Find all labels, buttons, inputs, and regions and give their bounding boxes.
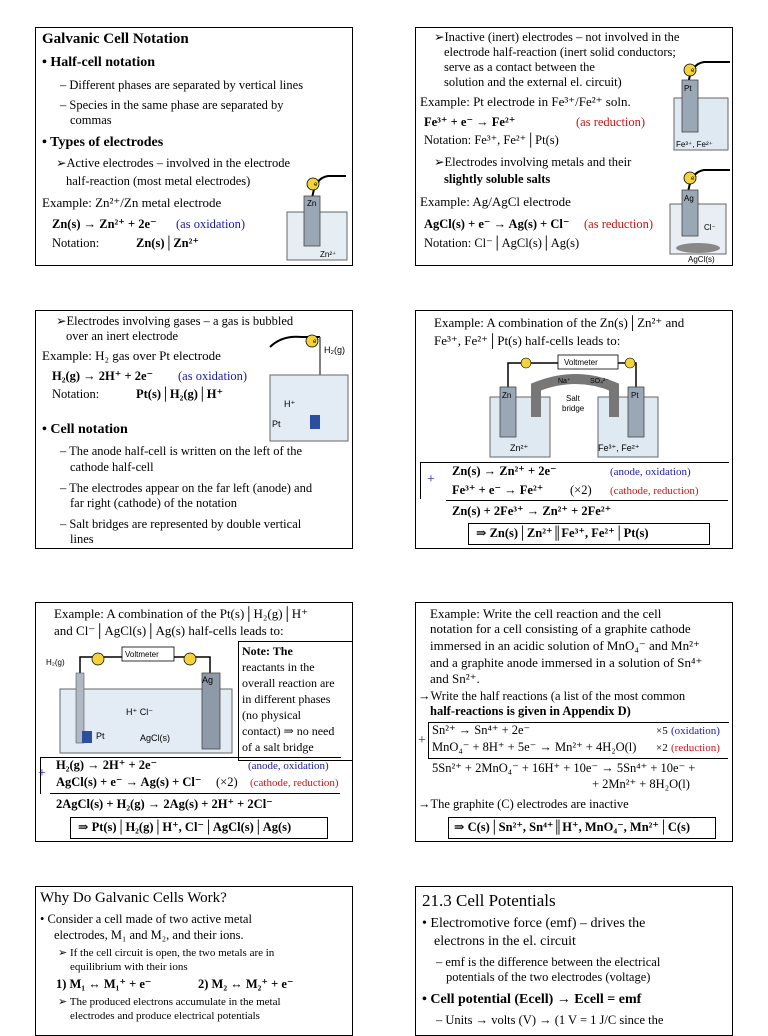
reaction-note: (as oxidation) — [176, 217, 246, 231]
text-line: over an inert electrode — [66, 329, 179, 343]
text-line: half-reactions is given in Appendix D) — [430, 704, 631, 718]
note-line: (no physical — [242, 708, 301, 722]
voltmeter-label: Voltmeter — [125, 650, 159, 659]
ion-label: H⁺ Cl⁻ — [126, 707, 153, 717]
example-line: Example: Ag/AgCl electrode — [420, 194, 571, 209]
slide-zn-fe-cell-example — [415, 310, 733, 549]
ion-label: Zn²⁺ — [510, 443, 529, 453]
reaction-note: (as oxidation) — [178, 369, 248, 383]
voltmeter-label: Voltmeter — [564, 358, 598, 367]
slide-title: Galvanic Cell Notation — [42, 31, 189, 47]
example-line: Example: Zn²⁺/Zn metal electrode — [42, 195, 222, 210]
divider — [446, 500, 728, 501]
divider — [428, 758, 728, 759]
slide-why-galvanic-cells-work — [35, 886, 353, 1036]
text-line: slightly soluble salts — [444, 172, 551, 186]
pt-label: Pt — [631, 391, 639, 400]
text-line: and Cl⁻│AgCl(s)│Ag(s) half-cells leads to: — [54, 623, 284, 638]
reaction-note: (oxidation) — [671, 725, 720, 737]
zn-pt-galvanic-cell-figure — [486, 351, 666, 461]
plus-sign: + — [427, 472, 435, 487]
reaction: Zn(s) → Zn²⁺ + 2e⁻ — [52, 217, 157, 231]
slide-galvanic-cell-notation — [35, 27, 353, 266]
plus-sign: + — [418, 733, 426, 748]
text-line: • Consider a cell made of two active metal — [40, 912, 252, 926]
slide-h2-agcl-cell-example — [35, 602, 353, 842]
overall-reaction-cont: + 2Mn²⁺ + 8H₂O(l) — [592, 777, 690, 791]
reaction-note: (as reduction) — [576, 115, 646, 129]
note-line: overall reaction are — [242, 676, 335, 690]
text-line: • Electromotive force (emf) – drives the — [422, 916, 646, 931]
notation: Zn(s)│Zn²⁺ — [136, 236, 199, 250]
note-line: of a salt bridge — [242, 740, 314, 754]
overall-reaction: Zn(s) + 2Fe³⁺ → Zn²⁺ + 2Fe²⁺ — [452, 504, 612, 518]
text-line: electrons in the el. circuit — [434, 934, 576, 949]
slide-title: 21.3 Cell Potentials — [422, 891, 556, 910]
equilibrium-2: 2) M₂ ↔ M₂⁺ + e⁻ — [198, 977, 294, 991]
reaction-note: (as reduction) — [584, 217, 654, 231]
text-line: – The anode half-cell is written on the left of the — [60, 444, 303, 458]
gas-label: H₂(g) — [324, 345, 345, 355]
multiplier: (×2) — [216, 775, 238, 789]
text-line: →Write the half reactions (a list of the most common — [418, 689, 686, 703]
note-line: contact) ⇒ no need — [242, 724, 335, 738]
bullet-cell-notation: • Cell notation — [42, 422, 128, 437]
text-line: ➢ If the cell circuit is open, the two metals are in — [58, 947, 275, 959]
note-line: Note: The — [242, 644, 293, 658]
ag-label: Ag — [202, 675, 214, 685]
electron-label: e⁻ — [313, 339, 320, 345]
notation-label: Notation: — [52, 236, 100, 250]
text-line: and a graphite anode immersed in a solution of Sn⁴⁺ — [430, 655, 703, 670]
slide-cell-potentials — [415, 886, 733, 1036]
text-line: serve as a contact between the — [444, 60, 595, 74]
gas-label: H₂(g) — [46, 658, 65, 667]
cell-notation: ⇒ C(s)│Sn²⁺, Sn⁴⁺║H⁺, MnO₄⁻, Mn²⁺│C(s) — [454, 820, 691, 834]
electron-label: e⁻ — [691, 68, 698, 74]
reaction-note: (anode, oxidation) — [610, 466, 691, 478]
ion-label: Fe³⁺, Fe²⁺ — [676, 140, 713, 149]
ion-label: H⁺ — [284, 399, 296, 409]
text-line: – Different phases are separated by vertical lines — [60, 78, 304, 92]
text-line: electrode half-reaction (inert solid conductors; — [444, 45, 676, 59]
text-line: lines — [70, 532, 94, 546]
reaction: H₂(g) → 2H⁺ + 2e⁻ — [52, 369, 154, 383]
text-line: and Sn²⁺. — [430, 671, 480, 686]
cell-notation: ⇒ Zn(s)│Zn²⁺║Fe³⁺, Fe²⁺│Pt(s) — [476, 526, 649, 540]
text-line: immersed in an acidic solution of MnO₄⁻ and Mn²⁺ — [430, 638, 700, 653]
electrode-label: Pt — [684, 84, 692, 93]
example-line: Example: H₂ gas over Pt electrode — [42, 348, 221, 363]
ion-label: Cl⁻ — [704, 223, 716, 232]
multiplier: ×2 — [656, 742, 668, 754]
anion-label: SO₄²⁻ — [590, 378, 609, 385]
text-line: notation for a cell consisting of a graphite cathode — [430, 621, 691, 636]
h2-agcl-cell-figure — [40, 639, 236, 757]
text-line: commas — [70, 113, 112, 127]
reaction: MnO₄⁻ + 8H⁺ + 5e⁻ → Mn²⁺ + 4H₂O(l) — [432, 740, 637, 754]
salt-label: AgCl(s) — [688, 255, 715, 264]
pt-electrode-figure — [670, 58, 732, 156]
salt-bridge-label: bridge — [562, 404, 585, 413]
equilibrium-1: 1) M₁ ↔ M₁⁺ + e⁻ — [56, 977, 152, 991]
plus-sign: + — [38, 766, 46, 781]
text-line: – The electrodes appear on the far left (anode) and — [60, 481, 313, 495]
reaction: Zn(s) → Zn²⁺ + 2e⁻ — [452, 464, 557, 478]
reaction-note: (cathode, reduction) — [250, 777, 339, 789]
reaction: Fe³⁺ + e⁻ → Fe²⁺ — [452, 483, 544, 497]
text-line: Fe³⁺, Fe²⁺│Pt(s) half-cells leads to: — [434, 333, 621, 348]
pt-label: Pt — [96, 731, 105, 741]
overall-reaction: 2AgCl(s) + H₂(g) → 2Ag(s) + 2H⁺ + 2Cl⁻ — [56, 797, 273, 811]
electrode-label: Ag — [684, 194, 694, 203]
electrode-label: Zn — [307, 199, 317, 208]
text-line: • Cell potential (Ecell) → Ecell = emf — [422, 992, 642, 1007]
reaction-note: (reduction) — [671, 742, 720, 754]
text-line: – Units → volts (V) → (1 V = 1 J/C since the — [436, 1013, 664, 1027]
multiplier: ×5 — [656, 725, 668, 737]
salt-label: AgCl(s) — [140, 733, 171, 743]
cation-label: Na⁺ — [558, 378, 571, 385]
text-line: electrodes, M₁ and M₂, and their ions. — [54, 928, 244, 942]
notation-label: Notation: — [52, 387, 100, 401]
text-line: ➢Electrodes involving metals and their — [434, 155, 632, 169]
text-line: ➢Active electrodes – involved in the electrode — [56, 156, 290, 170]
reaction: Fe³⁺ + e⁻ → Fe²⁺ — [424, 115, 516, 129]
reaction: AgCl(s) + e⁻ → Ag(s) + Cl⁻ — [56, 775, 202, 789]
ion-label: Fe³⁺, Fe²⁺ — [598, 443, 640, 453]
electrode-label: Pt — [272, 419, 281, 429]
notation: Pt(s)│H₂(g)│H⁺ — [136, 387, 224, 401]
text-line: far right (cathode) of the notation — [70, 496, 237, 510]
text-line: potentials of the two electrodes (voltage) — [446, 970, 651, 984]
slide-graphite-cell-example — [415, 602, 733, 842]
salt-bridge-label: Salt — [566, 394, 580, 403]
h2-electrode-figure — [262, 327, 352, 445]
reaction-note: (cathode, reduction) — [610, 485, 699, 497]
zn-electrode-figure — [284, 170, 350, 264]
text-line: →The graphite (C) electrodes are inactive — [418, 797, 629, 811]
text-line: half-reaction (most metal electrodes) — [66, 174, 251, 188]
text-line: solution and the external el. circuit) — [444, 75, 622, 89]
slide-inactive-electrodes — [415, 27, 733, 266]
electron-label: e⁻ — [691, 176, 698, 182]
ag-agcl-electrode-figure — [666, 164, 732, 264]
text-line: Example: A combination of the Pt(s)│H₂(g)│H⁺ — [54, 606, 309, 621]
notation: Notation: Cl⁻│AgCl(s)│Ag(s) — [424, 236, 580, 250]
slide-title: Why Do Galvanic Cells Work? — [40, 890, 227, 906]
text-line: – Species in the same phase are separated by — [60, 98, 284, 112]
notation: Notation: Fe³⁺, Fe²⁺│Pt(s) — [424, 133, 559, 147]
multiplier: (×2) — [570, 483, 592, 497]
bullet-half-cell-notation: • Half-cell notation — [42, 55, 155, 70]
ion-label: Zn²⁺ — [320, 250, 337, 259]
zn-label: Zn — [502, 391, 512, 400]
text-line: – Salt bridges are represented by double vertical — [60, 517, 302, 531]
text-line: ➢Inactive (inert) electrodes – not involved in the — [434, 30, 680, 44]
text-line: electrodes and produce electrical potentials — [70, 1010, 260, 1022]
text-line: Example: A combination of the Zn(s)│Zn²⁺ and — [434, 315, 685, 330]
example-line: Example: Pt electrode in Fe³⁺/Fe²⁺ soln. — [420, 94, 631, 109]
text-line: Example: Write the cell reaction and the cell — [430, 606, 662, 621]
note-line: in different phases — [242, 692, 331, 706]
text-line: equilibrium with their ions — [70, 961, 188, 973]
text-line: ➢Electrodes involving gases – a gas is bubbled — [56, 314, 294, 328]
reaction: AgCl(s) + e⁻ → Ag(s) + Cl⁻ — [424, 217, 570, 231]
reaction: Sn²⁺ → Sn⁴⁺ + 2e⁻ — [432, 723, 531, 737]
reaction-note: (anode, oxidation) — [248, 760, 329, 772]
cell-notation: ⇒ Pt(s)│H₂(g)│H⁺, Cl⁻│AgCl(s)│Ag(s) — [78, 820, 292, 834]
text-line: ➢ The produced electrons accumulate in the metal — [58, 996, 281, 1008]
divider — [50, 793, 340, 794]
text-line: – emf is the difference between the electrical — [436, 955, 661, 969]
slide-gas-electrodes — [35, 310, 353, 549]
note-line: reactants in the — [242, 660, 315, 674]
bullet-types-of-electrodes: • Types of electrodes — [42, 135, 164, 150]
overall-reaction: 5Sn²⁺ + 2MnO₄⁻ + 16H⁺ + 10e⁻ → 5Sn⁴⁺ + 10e⁻ + — [432, 761, 696, 775]
text-line: cathode half-cell — [70, 460, 154, 474]
reaction: H₂(g) → 2H⁺ + 2e⁻ — [56, 758, 158, 772]
electron-label: e⁻ — [314, 182, 321, 188]
